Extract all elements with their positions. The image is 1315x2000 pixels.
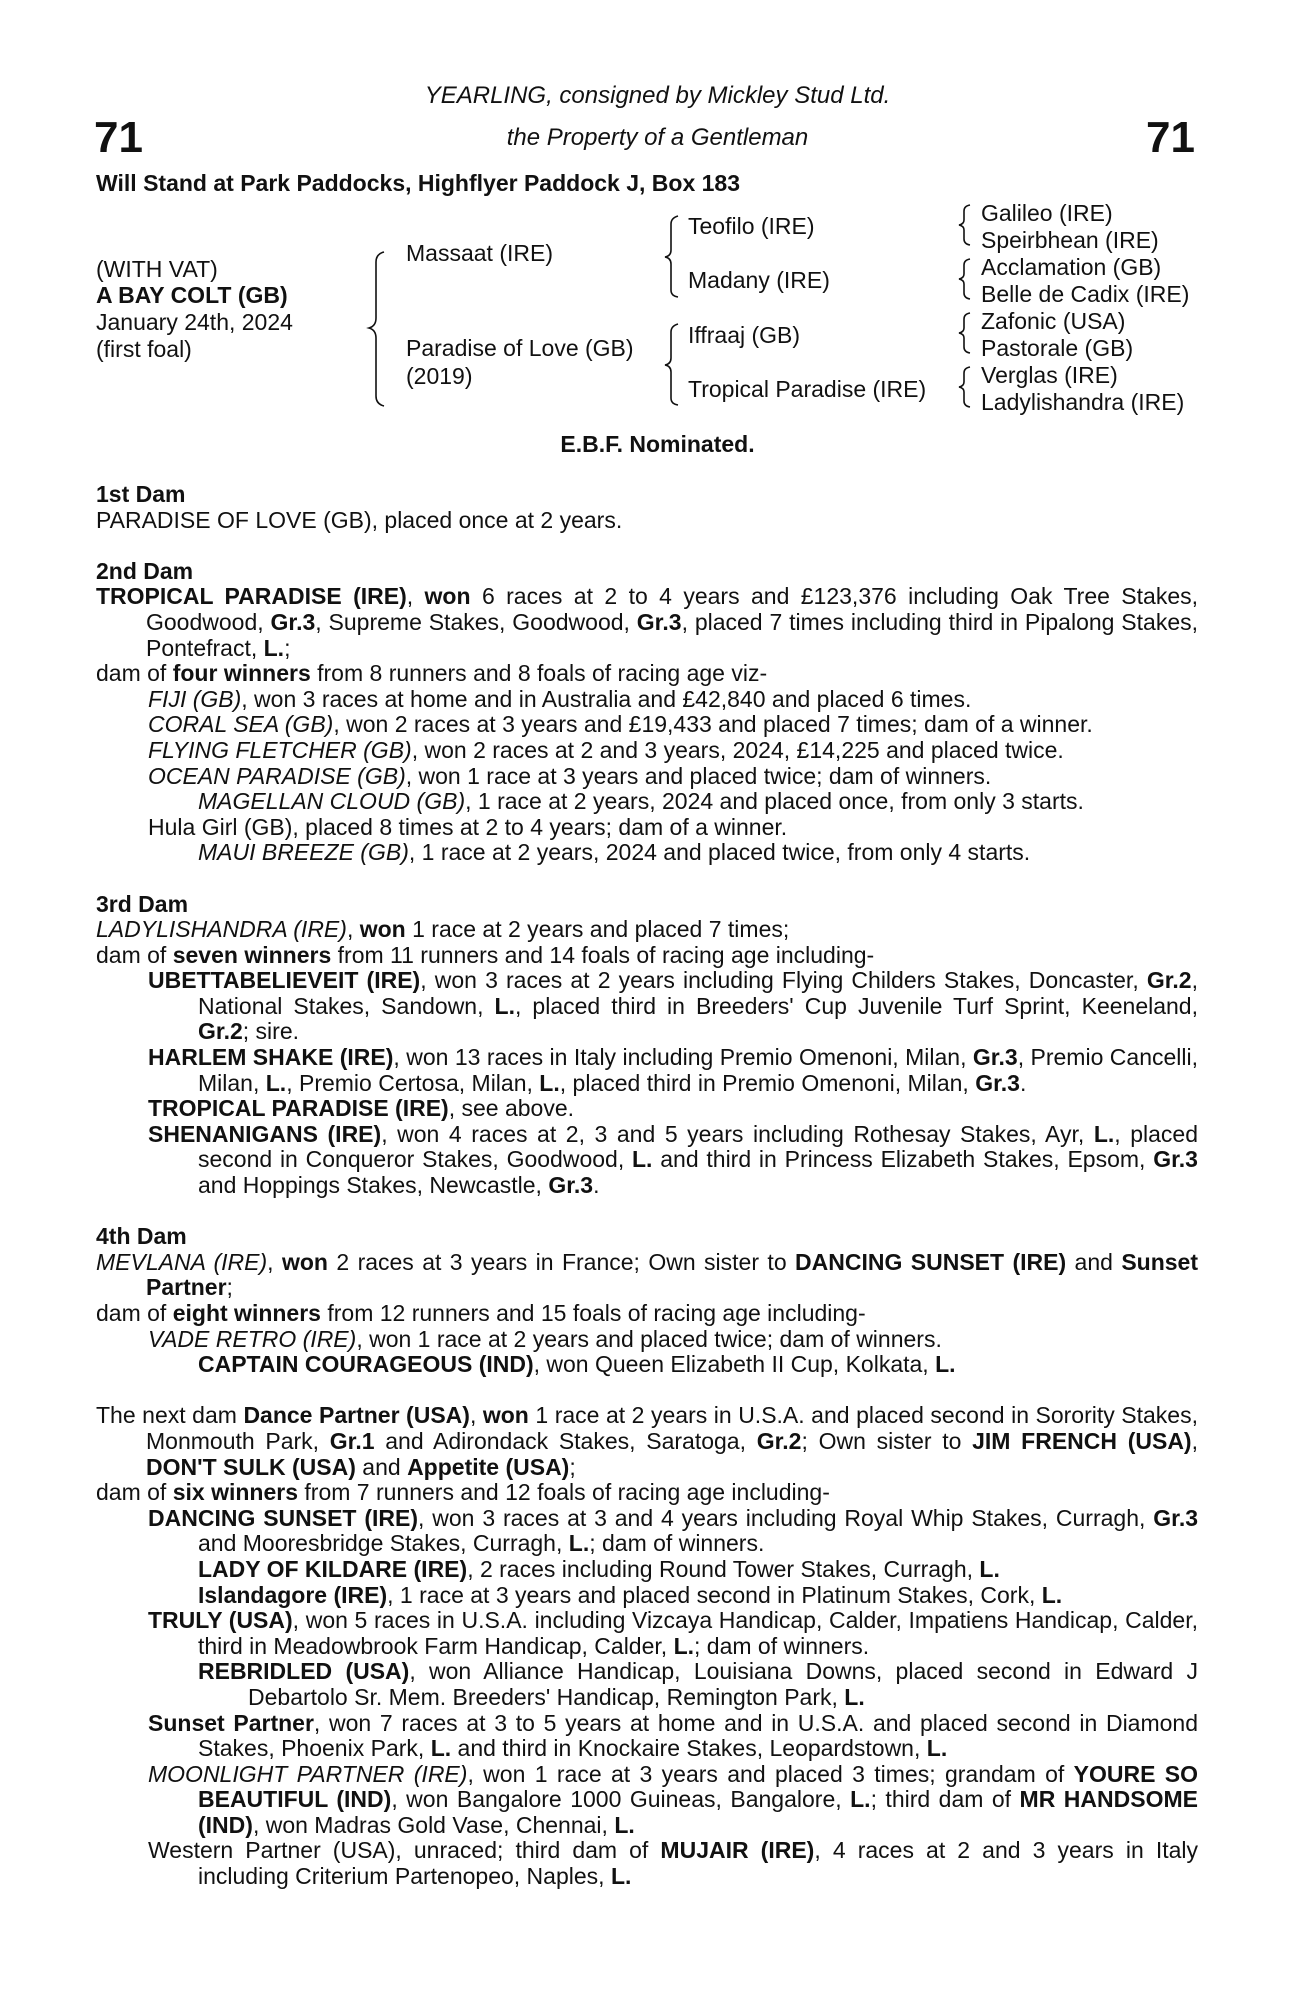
bold-text: L.: [614, 1811, 635, 1838]
text: , see above.: [448, 1095, 575, 1122]
bold-text: won: [424, 583, 471, 610]
bold-text: four winners: [172, 660, 311, 687]
pedigree-entry: [96, 917, 1198, 943]
bold-text: Gr.1: [329, 1427, 375, 1454]
bold-text: Gr.3: [1153, 1146, 1198, 1173]
text: ,: [267, 1248, 282, 1275]
pedigree-entry: [96, 1762, 1198, 1839]
bold-text: UBETTABELIEVEIT (IRE): [148, 967, 421, 994]
bold-text: L.: [926, 1735, 948, 1762]
pedigree-entry: [96, 1711, 1198, 1762]
bold-text: won: [359, 916, 406, 943]
brace-sire-parents: [665, 216, 678, 297]
bold-text: TROPICAL PARADISE (IRE): [96, 583, 407, 610]
brace-gen3: [959, 205, 970, 245]
brace-gen3: [959, 313, 970, 353]
italic-text: MOONLIGHT PARTNER (IRE): [148, 1760, 468, 1787]
dam-section: [96, 482, 1198, 533]
text: , 1 race at 2 years, 2024 and placed twice, from only 4 starts.: [408, 839, 1031, 866]
text: from 7 runners and 12 foals of racing age including-: [298, 1479, 830, 1506]
text: Hula Girl (GB), placed 8 times at 2 to 4 years; dam of a winner.: [148, 813, 788, 840]
text: , Premio Certosa, Milan,: [286, 1069, 540, 1096]
section-heading: 2nd Dam: [96, 557, 194, 584]
text: , Supreme Stakes, Goodwood,: [315, 608, 637, 635]
text: , won 2 races at 3 years and £19,433 and placed 7 times; dam of a winner.: [333, 711, 1093, 738]
location-line: Will Stand at Park Paddocks, Highflyer Paddock J, Box 183: [96, 170, 740, 196]
text: , won Alliance Handicap, Louisiana Downs, placed second in Edward J Debartolo Sr. Mem. Breeders' Handicap, Remington Park,: [248, 1658, 1198, 1710]
text: 1 race at 2 years in U.S.A. and placed second in Sorority Stakes, Monmouth Park,: [146, 1402, 1198, 1454]
text: and Mooresbridge Stakes, Curragh,: [198, 1530, 569, 1557]
gen3-name: Verglas (IRE): [981, 362, 1118, 388]
bold-text: L.: [673, 1632, 695, 1659]
pedigree-entry: [96, 687, 1198, 713]
bold-text: Sunset Partner: [146, 1248, 1199, 1301]
section-heading: 3rd Dam: [96, 890, 189, 917]
dam-year: (2019): [406, 363, 473, 389]
bold-text: Dance Partner (USA): [243, 1402, 470, 1429]
bold-text: Gr.3: [270, 608, 316, 635]
bold-text: DANCING SUNSET (IRE): [148, 1504, 419, 1531]
lot-number-right: 71: [1146, 113, 1195, 162]
text: , placed 7 times including third in Pipalong Stakes, Pontefract,: [146, 608, 1199, 661]
gen3-name: Ladylishandra (IRE): [981, 389, 1185, 415]
brace-parents: [369, 252, 384, 406]
bold-text: L.: [263, 634, 285, 661]
bold-text: L.: [850, 1786, 871, 1813]
text: ; Own sister to: [801, 1427, 973, 1454]
bold-text: YOURE SO BEAUTIFUL (IND): [198, 1760, 1199, 1813]
bold-text: L.: [1041, 1581, 1063, 1608]
text: ; dam of winners.: [589, 1530, 765, 1557]
text: , National Stakes, Sandown,: [198, 967, 1198, 1019]
bold-text: Sunset Partner: [148, 1709, 314, 1736]
property-line: the Property of a Gentleman: [506, 124, 809, 151]
bold-text: L.: [265, 1069, 287, 1096]
bold-text: Gr.3: [975, 1069, 1020, 1096]
italic-text: FLYING FLETCHER (GB): [148, 736, 412, 763]
sire-sire: Teofilo (IRE): [688, 213, 815, 239]
foal-note: (first foal): [96, 336, 192, 362]
pedigree-entry: [96, 968, 1198, 1045]
pedigree-entry: [96, 1659, 1198, 1710]
text: ,: [406, 583, 425, 610]
pedigree-entry: [96, 738, 1198, 764]
pedigree-entry: [96, 1838, 1198, 1889]
bold-text: Gr.2: [756, 1427, 802, 1454]
text: ,: [1191, 1427, 1198, 1454]
bold-text: Gr.2: [1146, 967, 1192, 994]
text: , placed third in Breeders' Cup Juvenile Turf Sprint, Keeneland,: [514, 992, 1198, 1019]
text: , won Queen Elizabeth II Cup, Kolkata,: [533, 1351, 936, 1378]
pedigree-entry: [96, 1506, 1198, 1557]
pedigree-entry: [96, 1403, 1198, 1480]
lot-title: A BAY COLT (GB): [96, 282, 288, 308]
bold-text: HARLEM SHAKE (IRE): [148, 1044, 394, 1071]
bold-text: L.: [568, 1530, 590, 1557]
text: , placed second in Conqueror Stakes, Goodwood,: [198, 1120, 1198, 1173]
bold-text: DANCING SUNSET (IRE): [795, 1248, 1067, 1275]
text: , won 13 races in Italy including Premio Omenoni, Milan,: [393, 1044, 973, 1071]
text: dam of: [96, 1300, 173, 1326]
text: , won Madras Gold Vase, Chennai,: [252, 1811, 615, 1838]
pedigree-entry: [96, 1608, 1198, 1659]
pedigree-entry: [96, 1045, 1198, 1096]
text: and third in Knockaire Stakes, Leopardstown,: [451, 1735, 927, 1762]
text: , won 3 races at home and in Australia and £42,840 and placed 6 times.: [241, 685, 972, 712]
pedigree-entry: [96, 508, 1198, 534]
bold-text: L.: [494, 992, 515, 1019]
text: , 1 race at 2 years, 2024 and placed once, from only 3 starts.: [465, 788, 1084, 815]
text: , won Bangalore 1000 Guineas, Bangalore,: [391, 1786, 851, 1813]
pedigree-entry: [96, 943, 1198, 969]
bold-text: six winners: [172, 1479, 298, 1506]
text: , won 1 race at 2 years and placed twice; dam of winners.: [356, 1325, 942, 1352]
catalogue-body: [96, 482, 1198, 1915]
text: , placed third in Premio Omenoni, Milan,: [559, 1069, 976, 1096]
gen3-name: Galileo (IRE): [981, 200, 1113, 226]
bold-text: seven winners: [172, 941, 332, 968]
pedigree-entry: [96, 1583, 1198, 1609]
bold-text: L.: [632, 1146, 653, 1173]
foaling-date: January 24th, 2024: [96, 309, 293, 335]
section-heading: 4th Dam: [96, 1223, 187, 1250]
bold-text: Islandagore (IRE): [198, 1581, 388, 1608]
text: and: [1066, 1248, 1122, 1275]
text: , 2 races including Round Tower Stakes, Curragh,: [467, 1555, 980, 1582]
sire-dam: Madany (IRE): [688, 267, 830, 293]
bold-text: LADY OF KILDARE (IRE): [198, 1555, 468, 1582]
text: and Adirondack Stakes, Saratoga,: [374, 1427, 757, 1454]
dam-section: [96, 892, 1198, 1199]
pedigree-entry: [96, 1327, 1198, 1353]
gen3-name: Pastorale (GB): [981, 335, 1134, 361]
section-heading: 1st Dam: [96, 481, 186, 507]
text: ;: [284, 634, 291, 661]
bold-text: Gr.3: [1153, 1504, 1199, 1531]
text: 2 races at 3 years in France; Own sister to: [327, 1248, 796, 1275]
pedigree-entry: [96, 1557, 1198, 1583]
italic-text: OCEAN PARADISE (GB): [148, 762, 406, 789]
text: from 11 runners and 14 foals of racing age including-: [331, 941, 875, 968]
text: , won 5 races in U.S.A. including Vizcaya Handicap, Calder, Impatiens Handicap, Calder, third in Meadowbrook Farm Handicap, Calder,: [198, 1607, 1198, 1659]
text: and Hoppings Stakes, Newcastle,: [198, 1172, 549, 1199]
text: ,: [346, 916, 360, 943]
text: 1 race at 2 years and placed 7 times;: [405, 916, 790, 943]
text: ; dam of winners.: [694, 1632, 870, 1659]
pedigree-entry: [96, 815, 1198, 841]
pedigree-entry: [96, 764, 1198, 790]
gen3-name: Speirbhean (IRE): [981, 227, 1159, 253]
gen3-name: Zafonic (USA): [981, 308, 1126, 334]
dam-sire: Iffraaj (GB): [688, 322, 801, 348]
text: PARADISE OF LOVE (GB), placed once at 2 years.: [96, 506, 623, 533]
text: , won 2 races at 2 and 3 years, 2024, £14,225 and placed twice.: [411, 736, 1064, 763]
italic-text: MAUI BREEZE (GB): [198, 839, 409, 866]
bold-text: Gr.3: [548, 1172, 594, 1199]
pedigree-entry: [96, 661, 1198, 687]
text: The next dam: [96, 1402, 244, 1429]
bold-text: TROPICAL PARADISE (IRE): [148, 1095, 449, 1122]
bold-text: JIM FRENCH (USA): [972, 1427, 1192, 1454]
text: and: [355, 1453, 408, 1480]
italic-text: MAGELLAN CLOUD (GB): [198, 788, 466, 815]
bold-text: CAPTAIN COURAGEOUS (IND): [198, 1351, 534, 1378]
dam-section: [96, 559, 1198, 866]
bold-text: MR HANDSOME (IND): [198, 1786, 1198, 1838]
bold-text: Gr.2: [198, 1018, 243, 1045]
dam-section: [96, 1403, 1198, 1889]
brace-dam-parents: [665, 324, 678, 405]
italic-text: LADYLISHANDRA (IRE): [96, 916, 347, 943]
bold-text: L.: [1093, 1120, 1115, 1147]
bold-text: won: [281, 1248, 328, 1275]
lot-number-left: 71: [94, 113, 143, 162]
text: , won 3 races at 3 and 4 years including Royal Whip Stakes, Curragh,: [418, 1504, 1154, 1531]
bold-text: SHENANIGANS (IRE): [148, 1120, 382, 1147]
text: , Premio Cancelli, Milan,: [198, 1044, 1198, 1096]
pedigree-entry: [96, 1096, 1198, 1122]
pedigree-entry: [96, 584, 1198, 661]
bold-text: Gr.3: [636, 608, 682, 635]
pedigree-entry: [96, 1480, 1198, 1506]
italic-text: FIJI (GB): [148, 685, 242, 712]
gen3-name: Belle de Cadix (IRE): [981, 281, 1190, 307]
brace-gen3: [959, 367, 970, 407]
text: , won 7 races at 3 to 5 years at home and in U.S.A. and placed second in Diamond Stakes, Phoenix Park,: [198, 1709, 1199, 1762]
pedigree-entry: [96, 1301, 1198, 1327]
text: .: [1019, 1069, 1027, 1096]
brace-gen3: [959, 259, 970, 299]
text: ; sire.: [242, 1018, 299, 1045]
text: ,: [469, 1402, 483, 1429]
text: ; third dam of: [870, 1786, 1020, 1813]
bold-text: REBRIDLED (USA): [198, 1658, 410, 1685]
text: ;: [569, 1453, 576, 1480]
italic-text: MEVLANA (IRE): [96, 1248, 268, 1275]
bold-text: MUJAIR (IRE): [660, 1837, 815, 1864]
text: , 1 race at 3 years and placed second in Platinum Stakes, Cork,: [387, 1581, 1042, 1608]
text: from 8 runners and 8 foals of racing age viz-: [310, 660, 768, 687]
gen3-name: Acclamation (GB): [981, 254, 1162, 280]
text: dam of: [96, 1479, 173, 1506]
bold-text: L.: [539, 1069, 560, 1096]
text: from 12 runners and 15 foals of racing age including-: [320, 1300, 866, 1326]
bold-text: won: [482, 1402, 529, 1429]
text: and third in Princess Elizabeth Stakes, Epsom,: [652, 1146, 1154, 1173]
dam-section: [96, 1224, 1198, 1378]
pedigree-entry: [96, 1352, 1198, 1378]
bold-text: L.: [979, 1555, 1000, 1582]
pedigree-entry: [96, 712, 1198, 738]
bold-text: L.: [430, 1735, 452, 1762]
text: , won 3 races at 2 years including Flying Childers Stakes, Doncaster,: [420, 967, 1147, 994]
text: Western Partner (USA), unraced; third dam of: [148, 1837, 661, 1864]
dam-dam: Tropical Paradise (IRE): [688, 376, 927, 402]
text: .: [593, 1172, 600, 1199]
pedigree-entry: [96, 840, 1198, 866]
text: , won 1 race at 3 years and placed twice; dam of winners.: [405, 762, 992, 789]
pedigree-entry: [96, 1122, 1198, 1199]
bold-text: Appetite (USA): [407, 1453, 570, 1480]
text: , 4 races at 2 and 3 years in Italy including Criterium Partenopeo, Naples,: [198, 1837, 1198, 1890]
pedigree-entry: [96, 1250, 1198, 1301]
vat-note: (WITH VAT): [96, 256, 218, 282]
bold-text: L.: [610, 1863, 632, 1890]
bold-text: L.: [844, 1683, 865, 1710]
text: 6 races at 2 to 4 years and £123,376 including Oak Tree Stakes, Goodwood,: [146, 583, 1199, 635]
bold-text: DON'T SULK (USA): [146, 1453, 356, 1480]
bold-text: L.: [935, 1351, 956, 1378]
italic-text: VADE RETRO (IRE): [148, 1325, 357, 1352]
text: , won 4 races at 2, 3 and 5 years including Rothesay Stakes, Ayr,: [381, 1120, 1094, 1147]
pedigree-entry: [96, 789, 1198, 815]
sire: Massaat (IRE): [406, 240, 553, 266]
ebf-nominated: E.B.F. Nominated.: [560, 431, 755, 457]
text: ;: [226, 1274, 233, 1301]
italic-text: CORAL SEA (GB): [148, 711, 334, 738]
bold-text: Gr.3: [972, 1044, 1018, 1071]
text: dam of: [96, 941, 173, 968]
text: , won 1 race at 3 years and placed 3 times; grandam of: [467, 1760, 1074, 1787]
text: dam of: [96, 660, 173, 687]
dam: Paradise of Love (GB): [406, 335, 634, 361]
consignor-line: YEARLING, consigned by Mickley Stud Ltd.: [424, 82, 891, 109]
bold-text: eight winners: [172, 1300, 321, 1326]
bold-text: TRULY (USA): [148, 1607, 293, 1634]
